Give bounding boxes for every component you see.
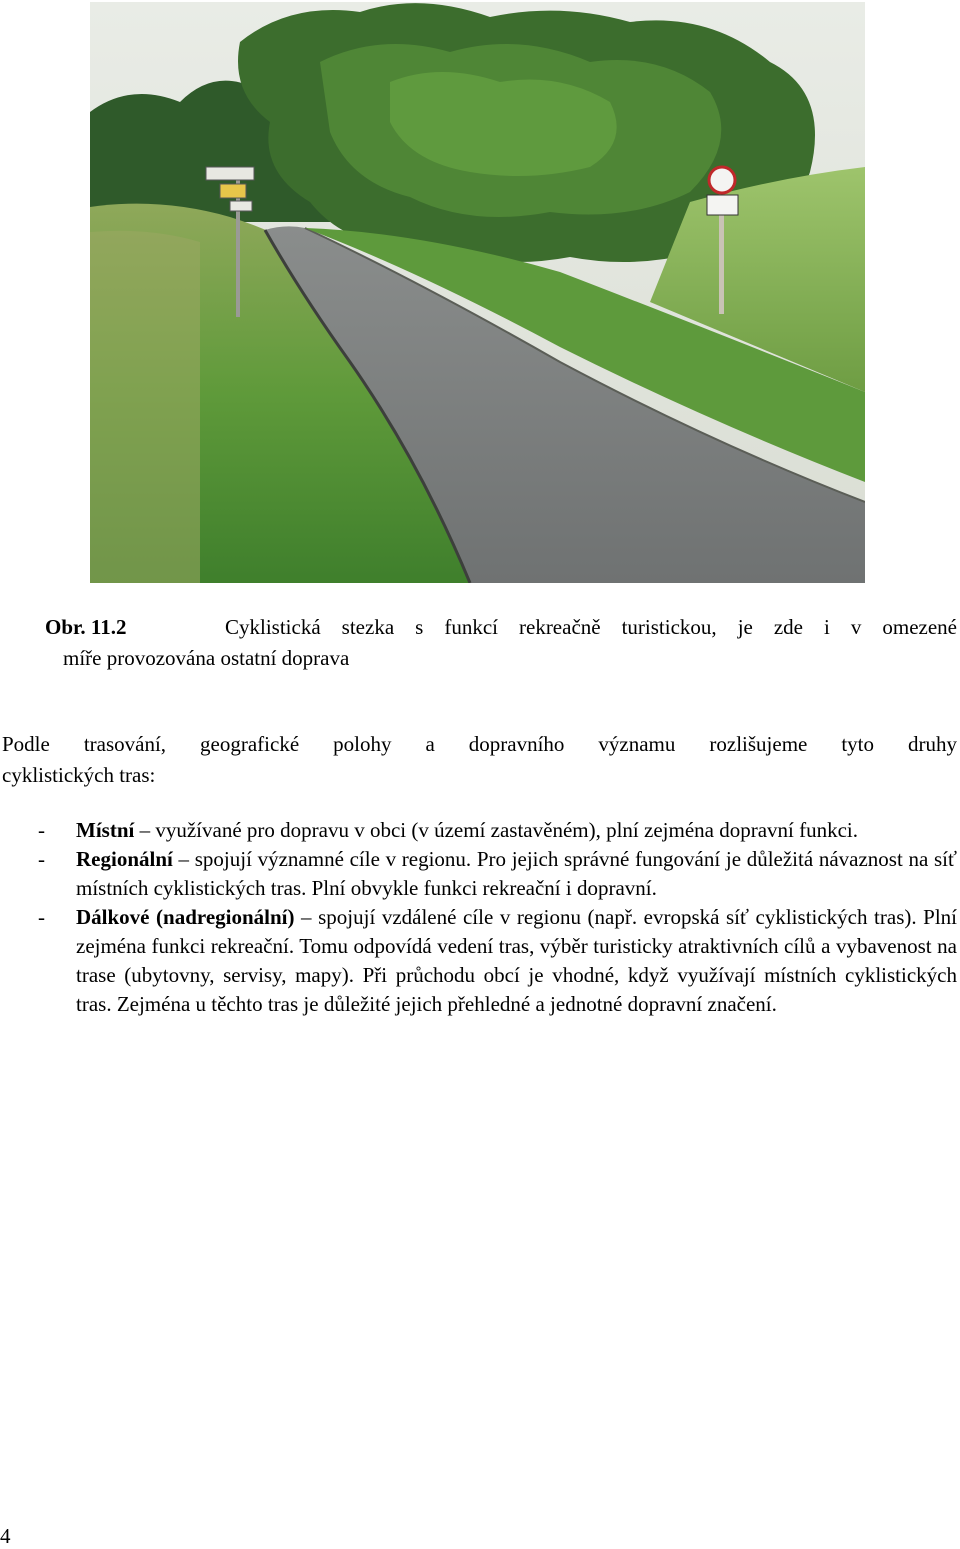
caption-text-line1: Cyklistická stezka s funkcí rekreačně turistickou, je zde i v omezené [225,615,957,639]
figure-photo-cycle-path [90,2,865,583]
cycle-path-photo-illustration [90,2,865,583]
list-dash: - [38,847,45,871]
route-type-list [38,816,957,1019]
list-item-long-distance [38,903,957,1019]
description-long-distance: – spojují vzdálené cíle v regionu (např. evropská síť cyklistických tras). Plní zejména funkci rekreační. Tomu odpovídá vedení tras, výběr turisticky atraktivních cílů a vybavenost na trase (ubytovny, servisy, mapy). Při průchodu obcí je vhodné, když využívají místních cyklistických tras. Zejména u těchto tras je důležité jejich přehledné a jednotné dopravní značení. [76,905,958,1016]
term-local: Místní [76,818,135,842]
list-dash: - [38,905,45,929]
caption-text-line2: míře provozována ostatní doprava [63,646,350,670]
figure-caption [45,612,957,674]
list-dash: - [38,818,45,842]
caption-first-line [45,612,957,643]
page-number: 4 [0,1524,11,1548]
description-regional: – spojují významné cíle v regionu. Pro jejich správné fungování je důležitá návaznost na síť místních cyklistických tras. Plní obvykle funkci rekreační i dopravní. [76,847,957,900]
intro-line2: cyklistických tras: [2,763,156,787]
term-long-distance: Dálkové (nadregionální) [76,905,295,929]
description-local: – využívané pro dopravu v obci (v území zastavěném), plní zejména dopravní funkci. [134,818,859,842]
figure-label: Obr. 11.2 [45,615,127,639]
list-item-local [38,816,957,845]
intro-paragraph [2,729,957,791]
list-item-regional [38,845,957,903]
intro-line1: Podle trasování, geografické polohy a dopravního významu rozlišujeme tyto druhy [2,732,957,756]
term-regional: Regionální [76,847,173,871]
